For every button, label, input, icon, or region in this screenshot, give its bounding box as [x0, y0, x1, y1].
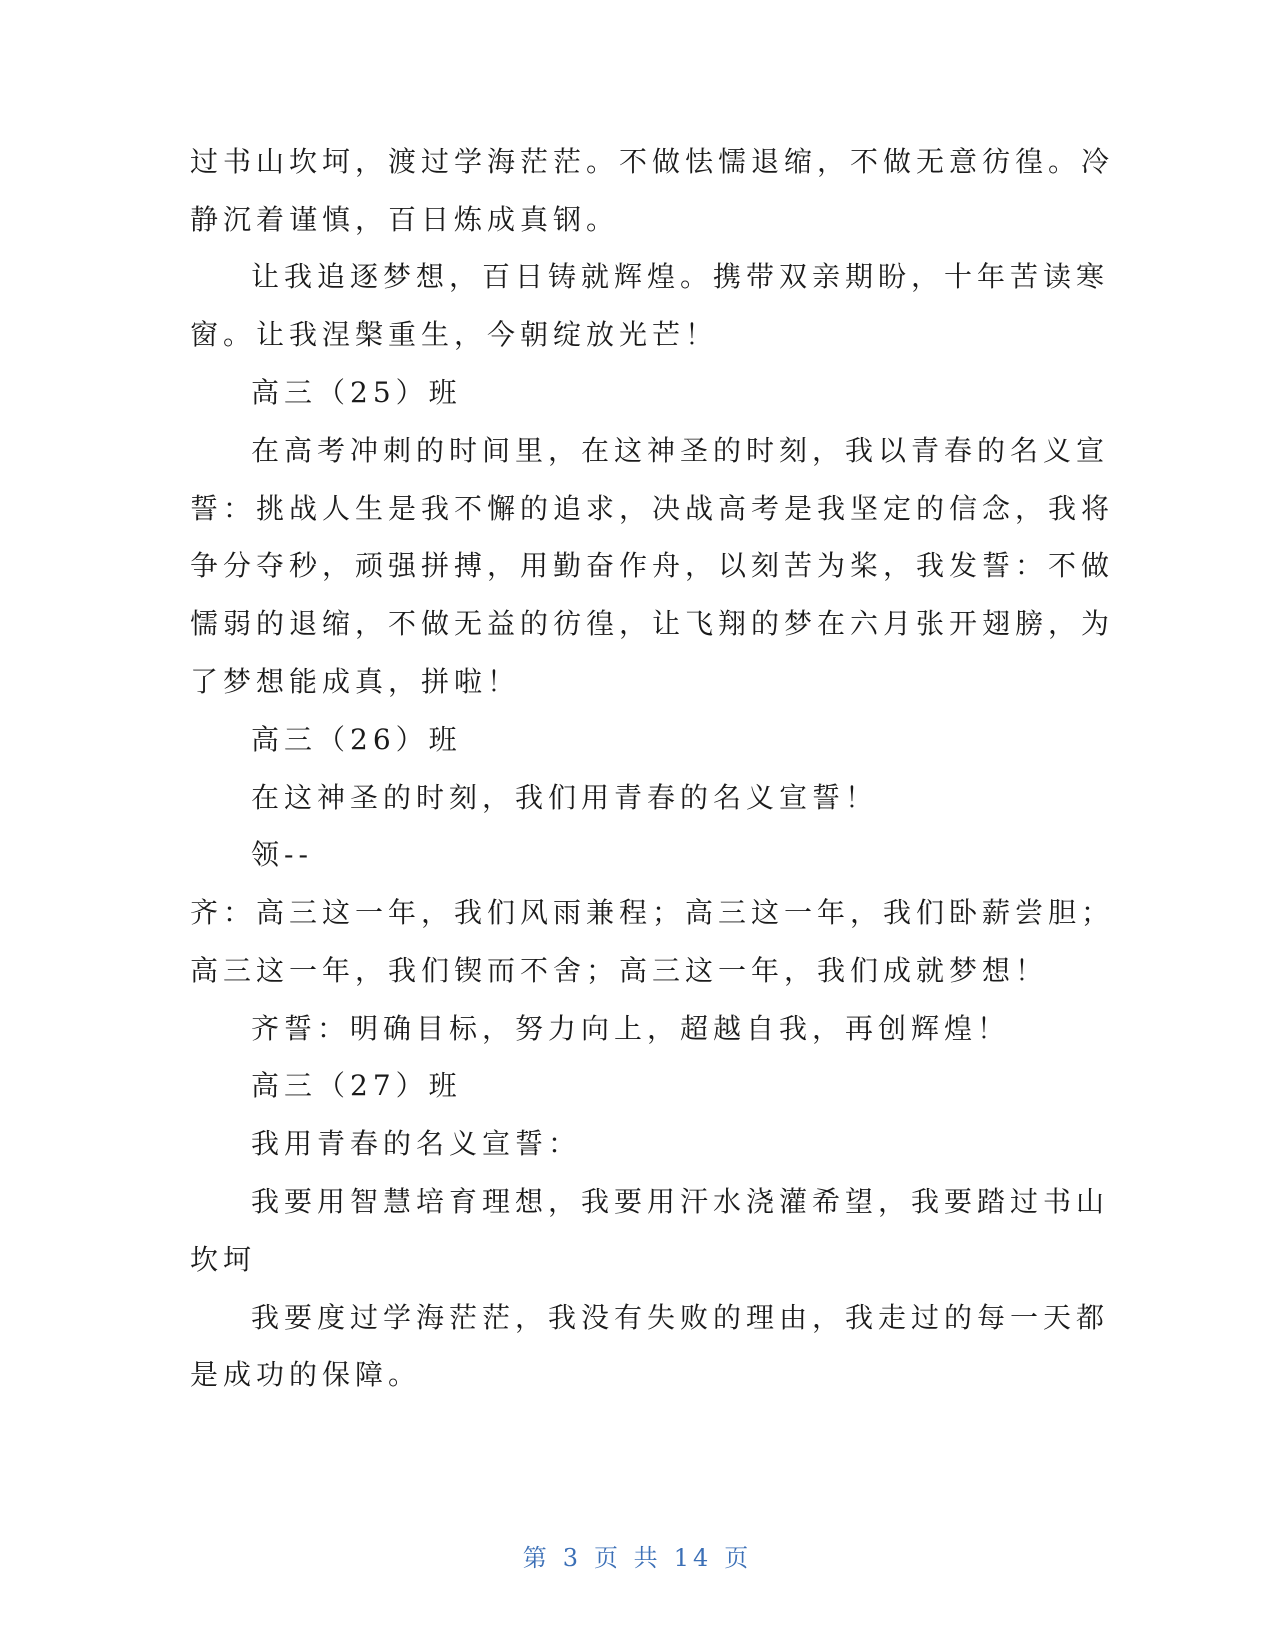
footer-prefix: 第 [522, 1544, 551, 1572]
footer-page-number: 3 [562, 1544, 583, 1572]
text-line: 让我追逐梦想，百日铸就辉煌。携带双亲期盼，十年苦读寒 [251, 260, 1110, 293]
text-line: 誓：挑战人生是我不懈的追求，决战高考是我坚定的信念，我将 [190, 492, 1115, 525]
text-line: 在这神圣的时刻，我们用青春的名义宣誓！ [251, 781, 879, 814]
text-line: 我要用智慧培育理想，我要用汗水浇灌希望，我要踏过书山 [251, 1185, 1110, 1218]
section-heading: 高三（26）班 [251, 723, 462, 756]
text-line: 我用青春的名义宣誓： [251, 1127, 582, 1160]
text-line: 坎坷 [190, 1243, 257, 1276]
footer-total-pages: 14 [673, 1544, 713, 1572]
page-footer [0, 1538, 1275, 1573]
text-line: 齐：高三这一年，我们风雨兼程；高三这一年，我们卧薪尝胆； [190, 896, 1115, 929]
text-line: 在高考冲刺的时间里，在这神圣的时刻，我以青春的名义宣 [251, 434, 1110, 467]
text-line: 是成功的保障。 [190, 1358, 422, 1391]
footer-suffix: 页 [724, 1544, 753, 1572]
text-line: 我要度过学海茫茫，我没有失败的理由，我走过的每一天都 [251, 1301, 1110, 1334]
text-line: 懦弱的退缩，不做无益的彷徨，让飞翔的梦在六月张开翅膀，为 [190, 607, 1115, 640]
text-line: 窗。让我涅槃重生，今朝绽放光芒！ [190, 318, 719, 351]
text-line: 高三这一年，我们锲而不舍；高三这一年，我们成就梦想！ [190, 954, 1049, 987]
text-line: 齐誓：明确目标，努力向上，超越自我，再创辉煌！ [251, 1012, 1011, 1045]
section-heading: 高三（27）班 [251, 1069, 462, 1102]
text-line: 静沉着谨慎，百日炼成真钢。 [190, 203, 620, 236]
text-line: 领-- [251, 838, 313, 871]
text-line: 过书山坎坷，渡过学海茫茫。不做怯懦退缩，不做无意彷徨。冷 [190, 145, 1115, 178]
text-line: 争分夺秒，顽强拼搏，用勤奋作舟，以刻苦为桨，我发誓：不做 [190, 549, 1115, 582]
footer-middle: 页 共 [594, 1544, 662, 1572]
text-line: 了梦想能成真，拼啦！ [190, 665, 521, 698]
section-heading: 高三（25）班 [251, 376, 462, 409]
